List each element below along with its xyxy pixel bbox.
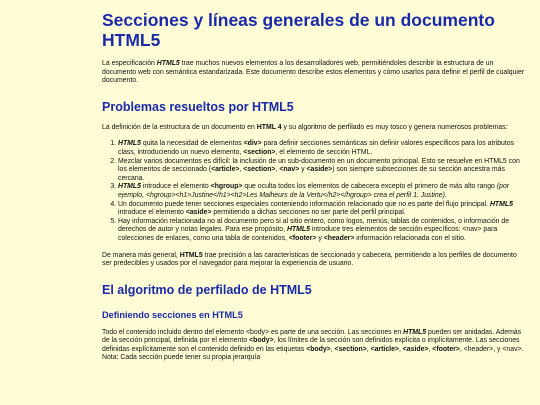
list-item	[118, 158, 526, 184]
text: y	[299, 166, 307, 174]
html5-term: HTML5	[118, 183, 141, 191]
text: Hay información relacionada no al documento pero si al sitio entero, como logos, menús, tablas de contenidos, o información de derechos de autor y notas legales. Para ese propósito,	[118, 217, 510, 234]
code-term: <aside>	[306, 166, 333, 174]
text: , <header>, y <nav>. Nota: Cada sección puede tener su propia jerarquía	[102, 345, 524, 362]
text: para definir secciones semánticas sin definir valores específicos para los atributos class, introduciendo un nuevo elemento,	[118, 140, 515, 156]
problems-paragraph-1	[102, 124, 526, 133]
text: .	[444, 191, 447, 199]
code-term: <aside>	[402, 345, 429, 353]
html5-term: HTML5	[156, 60, 180, 67]
text: permitiendo a dichas secciones no ser parte del perfil principal.	[211, 209, 406, 217]
html5-term: HTML5	[489, 200, 513, 208]
code-term: <article>	[211, 166, 240, 174]
code-term: <footer>	[432, 345, 460, 353]
code-term: <section>	[243, 166, 276, 174]
text: información relacionada con el sitio.	[354, 234, 466, 242]
text: , los límites de la sección son definidos explícita o implícitamente. Las secciones definidas explícitamente son el contenido definido en las etiquetas	[102, 337, 520, 353]
text: , el elemento de sección HTML.	[275, 148, 373, 156]
text: introduce el elemento	[118, 209, 186, 217]
code-term: <article>	[370, 345, 399, 353]
problems-list	[102, 140, 526, 243]
problems-paragraph-2	[102, 252, 526, 269]
code-term: <body>	[306, 345, 331, 353]
list-item	[118, 140, 526, 157]
text: introduce tres elementos de sección específicos: <nav> para colecciones de enlaces, como una tabla de contenidos,	[118, 226, 498, 242]
text: ,	[366, 345, 371, 353]
intro-text-a: La especificación	[102, 60, 157, 67]
text: ,	[428, 345, 433, 353]
text: Mezclar varios documentos es difícil: la inclusión de un sub-documento en un documento principal. Esto se resuelve en HTML5 con los elementos de seccionado (	[118, 157, 520, 174]
text: quita la necesidad de elementos	[140, 140, 244, 148]
code-term: <header>	[323, 234, 355, 242]
subsection-heading-defining: Definiendo secciones en HTML5	[102, 309, 243, 320]
section-heading-problems: Problemas resueltos por HTML5	[102, 99, 294, 114]
html5-term: HTML5	[179, 251, 203, 259]
section-heading-algorithm: El algoritmo de perfilado de HTML5	[102, 282, 312, 297]
text: pueden ser anidadas. Además de la sección principal, definida por el elemento	[102, 328, 522, 345]
code-term: <div>	[243, 140, 262, 148]
text: De manera más general,	[102, 251, 180, 259]
html4-term: HTML 4	[256, 123, 282, 131]
algorithm-paragraph-1	[102, 329, 526, 363]
code-term: <section>	[334, 345, 367, 353]
code-term: <nav>	[279, 166, 300, 174]
code-term: <hgroup>	[210, 183, 243, 191]
code-term: <body>	[249, 337, 274, 345]
example-text: (por ejemplo, <hgroup><h1>Justine</h1><h2>Les Malheurs de la Vertu</h2></hgroup> crea el perfil 1. Justine)	[118, 183, 510, 199]
text: ,	[398, 345, 403, 353]
text: La definición de la estructura de un documento en	[102, 123, 257, 131]
intro-text-c: trae muchos nuevos elementos a los desarrolladores web, permitiéndoles describir la estructura de un documento web con semántica estandarizada. Este documento describe estos elementos y cómo usarlos para definir el perfil de cualquier documento.	[102, 60, 525, 85]
text: Todo el contenido incluido dentro del elemento <body> es parte de una sección. Las secciones en	[102, 328, 404, 336]
code-term: <footer>	[288, 234, 317, 242]
html5-term: HTML5	[118, 140, 141, 148]
text: ) son siempre subsecciones de su sección ancestra más cercana.	[118, 166, 505, 182]
text: introduce el elemento	[140, 183, 211, 191]
list-item	[118, 183, 526, 200]
list-item	[118, 218, 526, 244]
html5-term: HTML5	[286, 226, 310, 234]
text: ,	[330, 345, 335, 353]
text: que oculta todos los elementos de cabecera excepto el primero de más alto rango	[242, 183, 497, 191]
page-title: Secciones y líneas generales de un documento HTML5	[102, 10, 495, 50]
intro-paragraph	[102, 60, 526, 86]
text: trae precisión a las características de seccionado y cabecera, permitiendo a los perfiles de documento ser predecibles y usados por el navegador para mejorar la experiencia de usuario.	[102, 251, 517, 268]
list-item	[118, 201, 526, 218]
text: y su algoritmo de perfilado es muy tosco y genera numerosos problemas:	[281, 123, 508, 131]
code-term: <aside>	[185, 209, 212, 217]
code-term: <section>	[243, 148, 276, 156]
text: Un documento puede tener secciones especiales conteniendo información relacionado que no es parte del flujo principal.	[118, 200, 490, 208]
text: ,	[239, 166, 244, 174]
html5-term: HTML5	[403, 328, 427, 336]
text: ,	[275, 166, 280, 174]
text: y	[316, 234, 324, 242]
